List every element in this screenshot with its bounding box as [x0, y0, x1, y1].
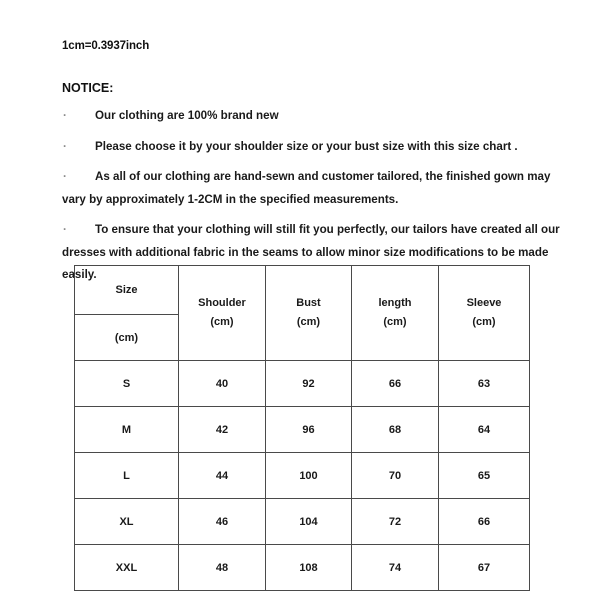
cell-length: 66: [352, 361, 439, 407]
header-length-label: length: [378, 297, 412, 309]
header-cell-size: Size: [75, 266, 179, 315]
notice-item: [62, 136, 562, 159]
table-header-row-top: [75, 266, 530, 315]
header-bust-unit: (cm): [296, 316, 321, 328]
notice-item-text: Please choose it by your shoulder size or your bust size with this size chart .: [95, 139, 518, 153]
bullet-icon: ·: [63, 223, 67, 236]
header-cell-bust: [266, 266, 352, 361]
cell-size: L: [75, 453, 179, 499]
unit-conversion-note: 1cm=0.3937inch: [62, 40, 150, 52]
notice-list: [62, 105, 562, 287]
notice-item-text: Our clothing are 100% brand new: [95, 109, 279, 122]
cell-sleeve: 65: [439, 453, 530, 499]
notice-item-text: To ensure that your clothing will still fit you perfectly, our tailors have created all our dresses with additional fabric in the seams to allow minor size modifications to be made easily.: [62, 223, 560, 281]
notice-heading: NOTICE:: [62, 81, 114, 95]
header-sleeve-unit: (cm): [472, 316, 496, 328]
header-cell-shoulder: [179, 266, 266, 361]
header-shoulder-unit: (cm): [210, 316, 234, 328]
table-row: [75, 499, 530, 545]
cell-bust: 100: [266, 453, 352, 499]
notice-item: [62, 105, 562, 128]
cell-bust: 92: [266, 361, 352, 407]
cell-length: 68: [352, 407, 439, 453]
size-chart-table: [74, 265, 530, 591]
cell-shoulder: 48: [179, 545, 266, 591]
header-shoulder-label: Shoulder: [198, 297, 246, 309]
header-sleeve-label: Sleeve: [466, 297, 502, 309]
cell-bust: 104: [266, 499, 352, 545]
header-length-unit: (cm): [383, 316, 407, 328]
cell-bust: 108: [266, 545, 352, 591]
cell-size: XL: [75, 499, 179, 545]
header-bust-label: Bust: [296, 297, 321, 309]
notice-item: [62, 166, 562, 211]
cell-length: 74: [352, 545, 439, 591]
header-cell-size-unit: (cm): [75, 315, 179, 361]
bullet-icon: ·: [63, 139, 67, 153]
bullet-icon: ·: [63, 170, 67, 183]
cell-shoulder: 46: [179, 499, 266, 545]
header-cell-sleeve: [439, 266, 530, 361]
cell-size: XXL: [75, 545, 179, 591]
cell-length: 72: [352, 499, 439, 545]
header-cell-length: [352, 266, 439, 361]
cell-size: M: [75, 407, 179, 453]
cell-sleeve: 67: [439, 545, 530, 591]
notice-item-text: As all of our clothing are hand-sewn and customer tailored, the finished gown may vary by approximately 1-2CM in the specified measurements.: [62, 170, 551, 206]
cell-length: 70: [352, 453, 439, 499]
table-row: [75, 453, 530, 499]
cell-sleeve: 64: [439, 407, 530, 453]
cell-shoulder: 40: [179, 361, 266, 407]
cell-shoulder: 42: [179, 407, 266, 453]
cell-shoulder: 44: [179, 453, 266, 499]
cell-size: S: [75, 361, 179, 407]
cell-sleeve: 63: [439, 361, 530, 407]
table-row: [75, 361, 530, 407]
cell-sleeve: 66: [439, 499, 530, 545]
table-row: [75, 545, 530, 591]
cell-bust: 96: [266, 407, 352, 453]
table-row: [75, 407, 530, 453]
bullet-icon: ·: [63, 109, 67, 122]
